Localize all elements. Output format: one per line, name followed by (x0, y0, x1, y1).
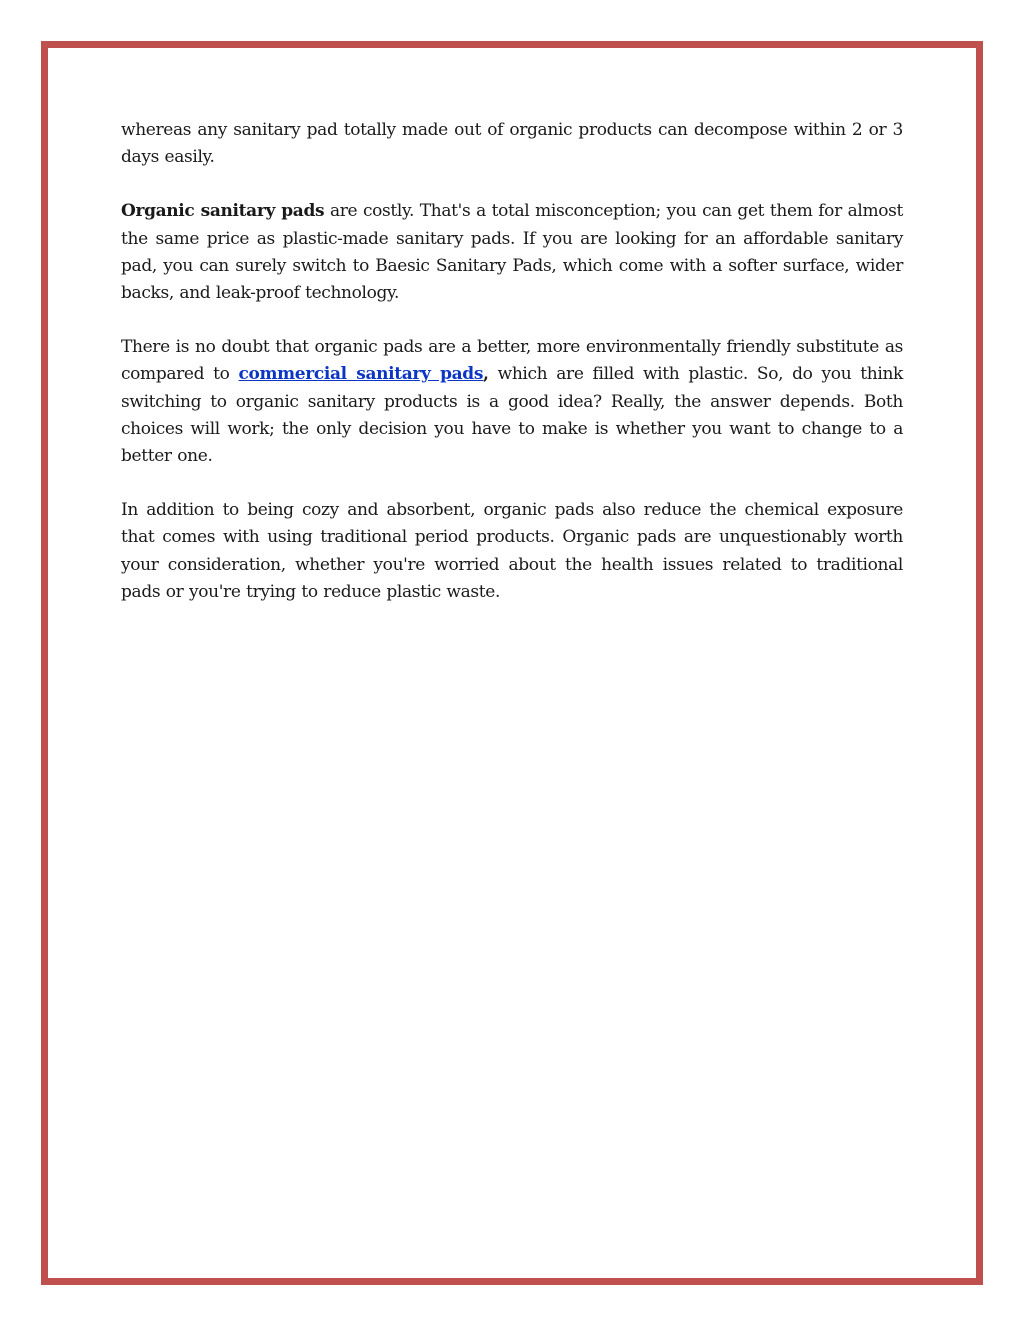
paragraph-3-comma: , (483, 364, 489, 385)
paragraph-3-text-after: which are filled with plastic. So, do you think switching to organic sanitary products is a good idea? Really, the answer depends. Both choices will work; the only decision you have to make is whether you want to change to a better one. (121, 364, 904, 467)
paragraph-2-bold-lead: Organic sanitary pads (121, 201, 325, 222)
commercial-sanitary-pads-link[interactable]: commercial sanitary pads (238, 364, 484, 385)
document-body (121, 117, 903, 633)
paragraph-3-text-before: There is no doubt that organic pads are a better, more environmentally friendly substitute as compared to (121, 337, 903, 385)
paragraph-4 (121, 497, 903, 606)
paragraph-3 (121, 334, 903, 470)
paragraph-2 (121, 198, 903, 307)
paragraph-1 (121, 117, 903, 171)
paragraph-1-text: whereas any sanitary pad totally made out of organic products can decompose within 2 or 3 days easily. (121, 120, 903, 168)
paragraph-2-text: are costly. That's a total misconception; you can get them for almost the same price as plastic-made sanitary pads. If you are looking for an affordable sanitary pad, you can surely switch to Baesic Sanitary Pads, which come with a softer surface, wider backs, and leak-proof technology. (121, 201, 903, 304)
paragraph-4-text: In addition to being cozy and absorbent, organic pads also reduce the chemical exposure that comes with using traditional period products. Organic pads are unquestionably worth your consideration, whether you're worried about the health issues related to traditional pads or you're trying to reduce plastic waste. (121, 500, 903, 602)
